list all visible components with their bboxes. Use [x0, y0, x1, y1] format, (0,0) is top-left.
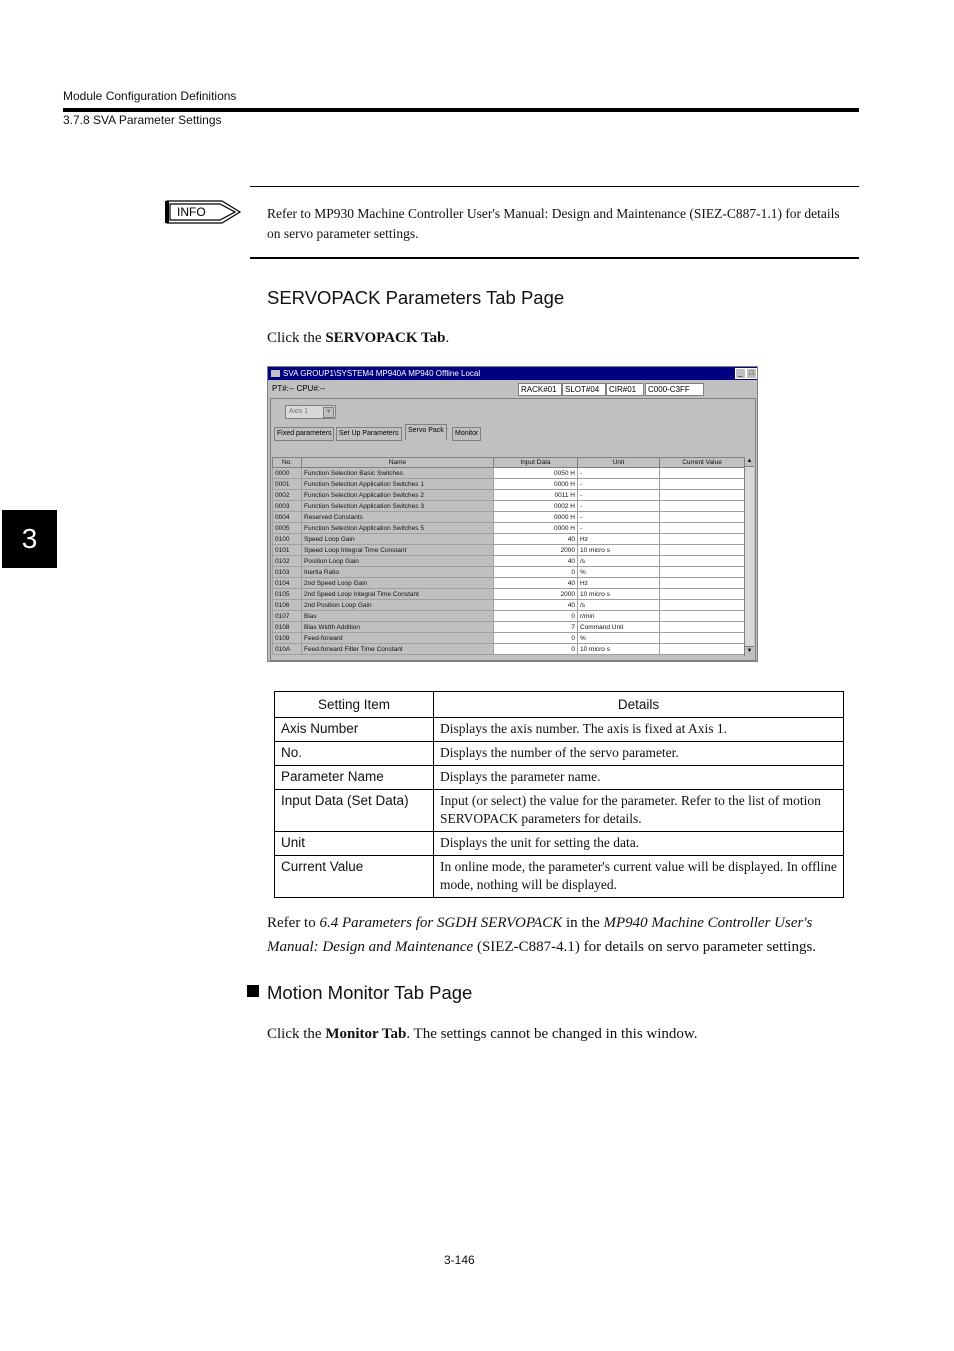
param-current-value: [660, 479, 745, 490]
maximize-button[interactable]: □: [746, 368, 757, 379]
window-app-icon: [271, 370, 280, 377]
param-name: 2nd Speed Loop Integral Time Constant: [302, 589, 494, 600]
param-no: 0106: [273, 600, 302, 611]
status-info-bar: [270, 382, 755, 395]
param-input[interactable]: 40: [494, 534, 578, 545]
table-row: [275, 856, 844, 898]
param-name: Reserved Constants: [302, 512, 494, 523]
monitor-instruction-suffix: . The settings cannot be changed in this window.: [406, 1026, 698, 1042]
cir-field: CIR#01: [606, 383, 644, 396]
param-current-value: [660, 534, 745, 545]
axis-select[interactable]: [285, 405, 336, 419]
pt-cpu-label: PT#:-- CPU#:--: [272, 384, 326, 393]
details-header-setting-item: Setting Item: [275, 692, 434, 718]
param-no: 0104: [273, 578, 302, 589]
param-current-value: [660, 600, 745, 611]
param-unit: Hz: [578, 534, 660, 545]
monitor-instruction-prefix: Click the: [267, 1026, 326, 1042]
param-current-value: [660, 567, 745, 578]
param-current-value: [660, 578, 745, 589]
sva-window: [267, 366, 758, 662]
param-input[interactable]: 0: [494, 644, 578, 655]
setting-item: Axis Number: [275, 718, 434, 742]
param-unit: r/min: [578, 611, 660, 622]
param-name: Bias Width Addition: [302, 622, 494, 633]
table-row: [275, 766, 844, 790]
refer-suffix: (SIEZ-C887-4.1) for details on servo parameter settings.: [473, 939, 817, 955]
setting-item: Parameter Name: [275, 766, 434, 790]
param-unit: %: [578, 633, 660, 644]
param-unit: -: [578, 523, 660, 534]
details-table: [274, 691, 844, 898]
setting-details: In online mode, the parameter's current value will be displayed. In offline mode, nothing will be displayed.: [434, 856, 844, 898]
param-name: Inertia Ratio: [302, 567, 494, 578]
table-row[interactable]: [273, 523, 745, 534]
table-row[interactable]: [273, 501, 745, 512]
refer-paragraph: [267, 911, 867, 959]
col-current-value[interactable]: Current Value: [660, 458, 745, 468]
param-current-value: [660, 644, 745, 655]
param-no: 0101: [273, 545, 302, 556]
refer-prefix: Refer to: [267, 915, 320, 931]
param-input[interactable]: 0: [494, 611, 578, 622]
param-name: 2nd Position Loop Gain: [302, 600, 494, 611]
setting-item: Current Value: [275, 856, 434, 898]
setting-details: Displays the number of the servo parameter.: [434, 742, 844, 766]
info-rule-bottom: [250, 257, 859, 259]
tab-servo-pack[interactable]: Servo Pack: [405, 424, 447, 440]
param-no: 010A: [273, 644, 302, 655]
running-header-subsection: 3.7.8 SVA Parameter Settings: [63, 113, 222, 127]
col-input-data[interactable]: Input Data: [494, 458, 578, 468]
table-row[interactable]: [273, 633, 745, 644]
setting-item: No.: [275, 742, 434, 766]
header-rule: [63, 108, 859, 112]
table-row[interactable]: [273, 600, 745, 611]
param-unit: Hz: [578, 578, 660, 589]
param-unit: /s: [578, 556, 660, 567]
param-name: Feed-forward Filter Time Constant: [302, 644, 494, 655]
table-row[interactable]: [273, 512, 745, 523]
param-name: Speed Loop Gain: [302, 534, 494, 545]
param-name: Function Selection Basic Switches: [302, 468, 494, 479]
param-input[interactable]: 7: [494, 622, 578, 633]
scroll-down-icon[interactable]: ▼: [746, 648, 753, 654]
parameter-grid: [272, 457, 745, 655]
param-unit: 10 micro s: [578, 545, 660, 556]
param-input[interactable]: 0: [494, 567, 578, 578]
param-no: 0100: [273, 534, 302, 545]
param-input[interactable]: 0000 H: [494, 479, 578, 490]
param-current-value: [660, 611, 745, 622]
param-input[interactable]: 40: [494, 600, 578, 611]
param-unit: /s: [578, 600, 660, 611]
table-row: [275, 742, 844, 766]
table-row[interactable]: [273, 534, 745, 545]
running-header-title: Module Configuration Definitions: [63, 89, 237, 103]
param-input[interactable]: 40: [494, 578, 578, 589]
param-input[interactable]: 0000 H: [494, 523, 578, 534]
param-name: Function Selection Application Switches 5: [302, 523, 494, 534]
param-input[interactable]: 0000 H: [494, 512, 578, 523]
setting-item: Unit: [275, 832, 434, 856]
setting-details: Displays the axis number. The axis is fixed at Axis 1.: [434, 718, 844, 742]
param-current-value: [660, 556, 745, 567]
param-current-value: [660, 545, 745, 556]
table-row[interactable]: [273, 644, 745, 655]
window-title: SVA GROUP1\SYSTEM4 MP940A MP940 Offline Local: [283, 369, 481, 378]
param-name: Function Selection Application Switches 2: [302, 490, 494, 501]
table-row[interactable]: [273, 567, 745, 578]
monitor-instruction-bold: Monitor Tab: [325, 1026, 407, 1042]
param-name: Speed Loop Integral Time Constant: [302, 545, 494, 556]
page-number: 3-146: [444, 1253, 475, 1267]
minimize-button[interactable]: _: [735, 368, 746, 379]
param-current-value: [660, 468, 745, 479]
col-no[interactable]: No.: [273, 458, 302, 468]
param-name: Feed-forward: [302, 633, 494, 644]
table-row: [275, 832, 844, 856]
param-no: 0004: [273, 512, 302, 523]
param-no: 0105: [273, 589, 302, 600]
param-no: 0005: [273, 523, 302, 534]
info-icon: [164, 199, 244, 232]
instruction-prefix: Click the: [267, 330, 326, 346]
param-unit: 10 micro s: [578, 644, 660, 655]
param-no: 0102: [273, 556, 302, 567]
param-no: 0003: [273, 501, 302, 512]
param-name: Position Loop Gain: [302, 556, 494, 567]
table-row[interactable]: [273, 545, 745, 556]
param-no: 0000: [273, 468, 302, 479]
col-name[interactable]: Name: [302, 458, 494, 468]
table-row[interactable]: [273, 468, 745, 479]
monitor-section-heading: Motion Monitor Tab Page: [267, 982, 473, 1003]
axis-select-value: Axis 1: [289, 408, 309, 415]
param-no: 0109: [273, 633, 302, 644]
param-no: 0108: [273, 622, 302, 633]
table-row[interactable]: [273, 556, 745, 567]
info-icon-label: INFO: [177, 205, 206, 219]
param-current-value: [660, 589, 745, 600]
param-unit: %: [578, 567, 660, 578]
col-unit[interactable]: Unit: [578, 458, 660, 468]
table-row[interactable]: [273, 479, 745, 490]
range-field: C000-C3FF: [645, 383, 704, 396]
param-no: 0001: [273, 479, 302, 490]
chapter-tab: 3: [2, 510, 57, 568]
param-input[interactable]: 0: [494, 633, 578, 644]
param-unit: Command Unit: [578, 622, 660, 633]
param-unit: -: [578, 512, 660, 523]
param-input[interactable]: 40: [494, 556, 578, 567]
setting-details: Displays the unit for setting the data.: [434, 832, 844, 856]
monitor-instruction: [267, 1022, 698, 1046]
instruction-bold: SERVOPACK Tab: [325, 330, 446, 346]
refer-manual-title: MP940 Machine Controller User's Manual: Design and Maintenance: [267, 915, 813, 955]
param-current-value: [660, 633, 745, 644]
table-row[interactable]: [273, 490, 745, 501]
info-text: Refer to MP930 Machine Controller User's Manual: Design and Maintenance (SIEZ-C887-1.1) for details on servo parameter settings.: [267, 206, 840, 241]
param-unit: 10 micro s: [578, 589, 660, 600]
param-unit: -: [578, 501, 660, 512]
param-name: Bias: [302, 611, 494, 622]
details-header-details: Details: [434, 692, 844, 718]
tab-monitor[interactable]: Monitor: [452, 427, 481, 441]
param-current-value: [660, 490, 745, 501]
param-input[interactable]: 0002 H: [494, 501, 578, 512]
tab-fixed-parameters[interactable]: Fixed parameters: [274, 427, 334, 441]
param-input[interactable]: 0011 H: [494, 490, 578, 501]
setting-item: Input Data (Set Data): [275, 790, 434, 832]
param-input[interactable]: 2000: [494, 545, 578, 556]
window-titlebar: [268, 367, 757, 380]
param-name: 2nd Speed Loop Gain: [302, 578, 494, 589]
refer-section-ref: 6.4 Parameters for SGDH SERVOPACK: [319, 915, 563, 931]
table-row[interactable]: [273, 611, 745, 622]
param-unit: -: [578, 479, 660, 490]
servopack-instruction: [267, 326, 449, 350]
instruction-suffix: .: [445, 330, 450, 346]
slot-field: SLOT#04: [562, 383, 606, 396]
param-current-value: [660, 512, 745, 523]
param-unit: -: [578, 468, 660, 479]
rack-field: RACK#01: [518, 383, 562, 396]
chevron-down-icon[interactable]: ▼: [323, 407, 334, 418]
table-row: [275, 718, 844, 742]
setting-details: Input (or select) the value for the parameter. Refer to the list of motion SERVOPACK parameters for details.: [434, 790, 844, 832]
refer-middle: in the: [562, 915, 604, 931]
param-input[interactable]: 2000: [494, 589, 578, 600]
table-row: [275, 790, 844, 832]
param-unit: -: [578, 490, 660, 501]
tab-setup-parameters[interactable]: Set Up Parameters: [336, 427, 402, 441]
setting-details: Displays the parameter name.: [434, 766, 844, 790]
table-row[interactable]: [273, 578, 745, 589]
param-name: Function Selection Application Switches 3: [302, 501, 494, 512]
param-current-value: [660, 501, 745, 512]
param-input[interactable]: 0050 H: [494, 468, 578, 479]
grid-scrollbar[interactable]: [744, 457, 754, 656]
param-name: Function Selection Application Switches 1: [302, 479, 494, 490]
param-current-value: [660, 622, 745, 633]
info-rule-top: [250, 186, 859, 187]
heading-bullet-square: [247, 985, 259, 997]
param-no: 0103: [273, 567, 302, 578]
table-row[interactable]: [273, 622, 745, 633]
scroll-up-icon[interactable]: ▲: [745, 457, 754, 467]
param-no: 0002: [273, 490, 302, 501]
param-current-value: [660, 523, 745, 534]
servopack-section-heading: SERVOPACK Parameters Tab Page: [267, 287, 565, 308]
table-row[interactable]: [273, 589, 745, 600]
param-no: 0107: [273, 611, 302, 622]
